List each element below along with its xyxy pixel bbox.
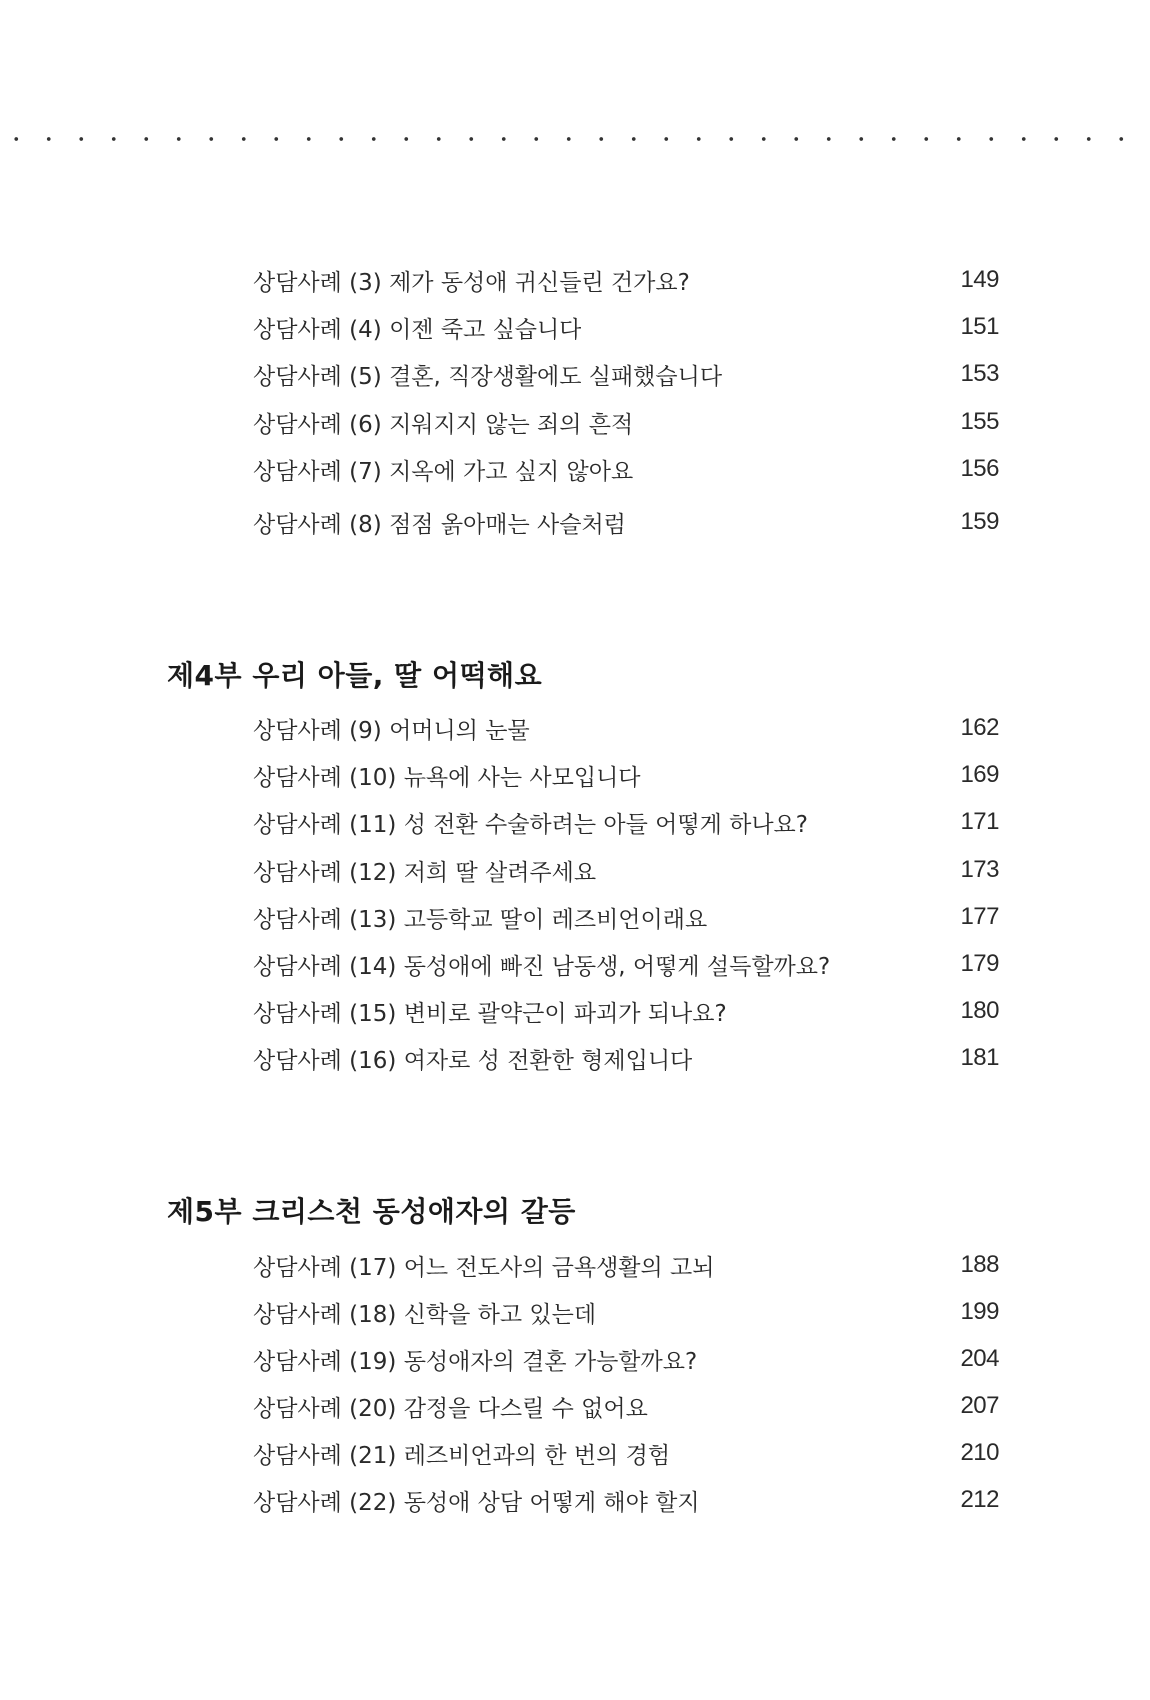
toc-entry[interactable] — [253, 852, 999, 888]
toc-entry-page: 210 — [960, 1439, 999, 1466]
toc-entry[interactable] — [253, 1341, 999, 1377]
section-title: 제5부 크리스천 동성애자의 갈등 — [167, 1195, 576, 1228]
toc-entry-title: 상담사례 (13) 고등학교 딸이 레즈비언이래요 — [253, 906, 708, 933]
toc-entry-page: 212 — [960, 1486, 999, 1513]
toc-entry[interactable] — [253, 1435, 999, 1471]
toc-entry-title: 상담사례 (18) 신학을 하고 있는데 — [253, 1301, 597, 1328]
toc-entry-page: 155 — [960, 408, 999, 435]
toc-entry-title: 상담사례 (8) 점점 옭아매는 사슬처럼 — [253, 511, 626, 538]
toc-entry-title: 상담사례 (7) 지옥에 가고 싶지 않아요 — [253, 458, 634, 485]
toc-entry-title: 상담사례 (9) 어머니의 눈물 — [253, 717, 530, 744]
dotted-divider — [0, 136, 1150, 142]
toc-entry[interactable] — [253, 451, 999, 487]
toc-entry-page: 180 — [960, 997, 999, 1024]
toc-entry[interactable] — [253, 404, 999, 440]
toc-entry[interactable] — [253, 356, 999, 392]
toc-entry-title: 상담사례 (19) 동성애자의 결혼 가능할까요? — [253, 1348, 698, 1375]
toc-entry[interactable] — [253, 1040, 999, 1076]
toc-entry-title: 상담사례 (21) 레즈비언과의 한 번의 경험 — [253, 1442, 671, 1469]
toc-entry-page: 171 — [960, 808, 999, 835]
toc-entry-title: 상담사례 (6) 지워지지 않는 죄의 흔적 — [253, 411, 634, 438]
toc-entry-page: 159 — [960, 508, 999, 535]
section-title: 제4부 우리 아들, 딸 어떡해요 — [167, 659, 543, 692]
toc-entry-page: 162 — [960, 714, 999, 741]
toc-entry[interactable] — [253, 899, 999, 935]
toc-entry-page: 169 — [960, 761, 999, 788]
toc-entry-title: 상담사례 (20) 감정을 다스릴 수 없어요 — [253, 1395, 648, 1422]
toc-entry-title: 상담사례 (4) 이젠 죽고 싶습니다 — [253, 316, 582, 343]
toc-entry[interactable] — [253, 1294, 999, 1330]
toc-entry[interactable] — [253, 710, 999, 746]
toc-entry-page: 199 — [960, 1298, 999, 1325]
toc-entry[interactable] — [253, 1247, 999, 1283]
toc-entry[interactable] — [253, 804, 999, 840]
toc-entry[interactable] — [253, 993, 999, 1029]
toc-entry-title: 상담사례 (17) 어느 전도사의 금욕생활의 고뇌 — [253, 1254, 715, 1281]
toc-entry-page: 188 — [960, 1251, 999, 1278]
toc-entry-page: 156 — [960, 455, 999, 482]
toc-entry[interactable] — [253, 1388, 999, 1424]
toc-entry-page: 181 — [960, 1044, 999, 1071]
toc-entry-page: 173 — [960, 856, 999, 883]
toc-entry-title: 상담사례 (14) 동성애에 빠진 남동생, 어떻게 설득할까요? — [253, 953, 831, 980]
toc-entry-page: 207 — [960, 1392, 999, 1419]
toc-entry-page: 179 — [960, 950, 999, 977]
toc-entry-title: 상담사례 (5) 결혼, 직장생활에도 실패했습니다 — [253, 363, 723, 390]
toc-entry[interactable] — [253, 1482, 999, 1518]
toc-entry-title: 상담사례 (15) 변비로 괄약근이 파괴가 되나요? — [253, 1000, 727, 1027]
toc-entry-title: 상담사례 (22) 동성애 상담 어떻게 해야 할지 — [253, 1489, 700, 1516]
toc-entry-title: 상담사례 (16) 여자로 성 전환한 형제입니다 — [253, 1047, 693, 1074]
toc-entry-page: 204 — [960, 1345, 999, 1372]
toc-entry[interactable] — [253, 757, 999, 793]
toc-entry[interactable] — [253, 262, 999, 298]
toc-entry[interactable] — [253, 946, 999, 982]
toc-entry-page: 153 — [960, 360, 999, 387]
toc-entry-page: 177 — [960, 903, 999, 930]
toc-entry-title: 상담사례 (3) 제가 동성애 귀신들린 건가요? — [253, 269, 690, 296]
toc-entry-page: 149 — [960, 266, 999, 293]
toc-entry-title: 상담사례 (10) 뉴욕에 사는 사모입니다 — [253, 764, 641, 791]
toc-entry[interactable] — [253, 309, 999, 345]
toc-entry-title: 상담사례 (11) 성 전환 수술하려는 아들 어떻게 하나요? — [253, 811, 808, 838]
toc-entry-page: 151 — [960, 313, 999, 340]
toc-entry[interactable] — [253, 504, 999, 540]
toc-entry-title: 상담사례 (12) 저희 딸 살려주세요 — [253, 859, 597, 886]
